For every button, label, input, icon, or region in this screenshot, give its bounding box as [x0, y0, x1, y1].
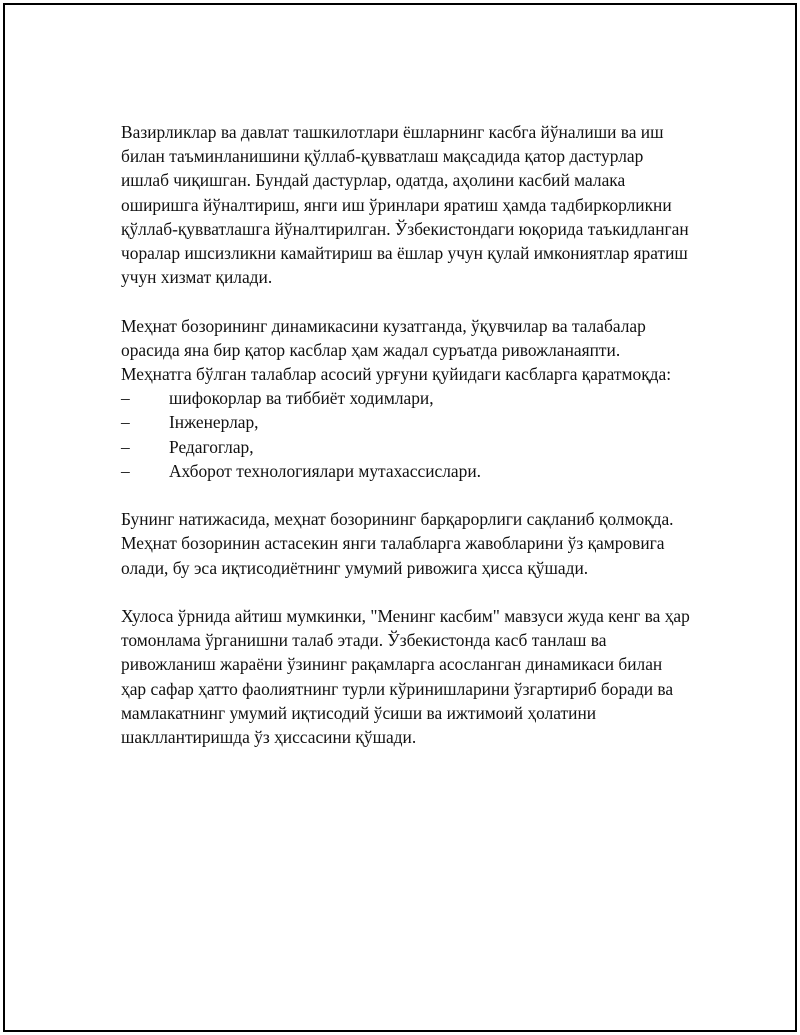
paragraph-4: Хулоса ўрнида айтиш мумкинки, "Менинг касбим" мавзуси жуда кенг ва ҳар томонлама ўрганишни талаб этади. Ўзбекистонда касб танлаш ва ривожланиш жараёни ўзининг рақамларга асосланган динамикаси билан ҳар сафар ҳатто фаолиятнинг турли кўринишларини ўзгартириб боради ва мамлакатнинг умумий иқтисодий ўсиши ва ижтимоий ҳолатини шакллантиришда ўз ҳиссасини қўшади. — [121, 605, 690, 747]
paragraph-1: Вазирликлар ва давлат ташкилотлари ёшларнинг касбга йўналиши ва иш билан таъминланишини қўллаб-қувватлаш мақсадида қатор дастурлар ишлаб чиқишган. Бундай дастурлар, одатда, аҳолини касбий малака оширишга йўналтириш, янги иш ўринлари яратиш ҳамда тадбиркорликни қўллаб-қувватлашга йўналтирилган. Ўзбекистондаги юқорида таъкидланган чоралар ишсизликни камайтириш ва ёшлар учун қулай имкониятлар яратиш учун хизмат қилади. — [121, 122, 689, 288]
list-item — [121, 435, 691, 459]
list-bullet: – — [121, 436, 130, 457]
paragraph-2: Меҳнат бозорининг динамикасини кузатганда, ўқувчилар ва талабалар орасида яна бир қатор касблар ҳам жадал суръатда ривожланаяпти. Меҳнатга бўлган талаблар асосий урғуни қуйидаги касбларга қаратмоқда: — [121, 315, 672, 385]
list-item — [121, 459, 691, 483]
profession-list — [121, 386, 691, 483]
list-bullet: – — [121, 460, 130, 481]
list-item-text: Редагоглар, — [169, 436, 254, 457]
list-item-text: Інженерлар, — [169, 412, 259, 433]
document-page — [3, 3, 797, 1032]
document-body — [121, 120, 691, 773]
list-item-text: шифокорлар ва тиббиёт ходимлари, — [169, 388, 434, 409]
paragraph-3: Бунинг натижасида, меҳнат бозорининг барқарорлиги сақланиб қолмоқда. Меҳнат бозоринин астасекин янги талабларга жавобларини ўз қамровига олади, бу эса иқтисодиётнинг умумий ривожига ҳисса қўшади. — [121, 509, 674, 578]
list-item — [121, 410, 691, 434]
list-item — [121, 386, 691, 410]
list-bullet: – — [121, 412, 130, 433]
list-bullet: – — [121, 388, 130, 409]
list-item-text: Ахборот технологиялари мутахассислари. — [169, 460, 481, 481]
